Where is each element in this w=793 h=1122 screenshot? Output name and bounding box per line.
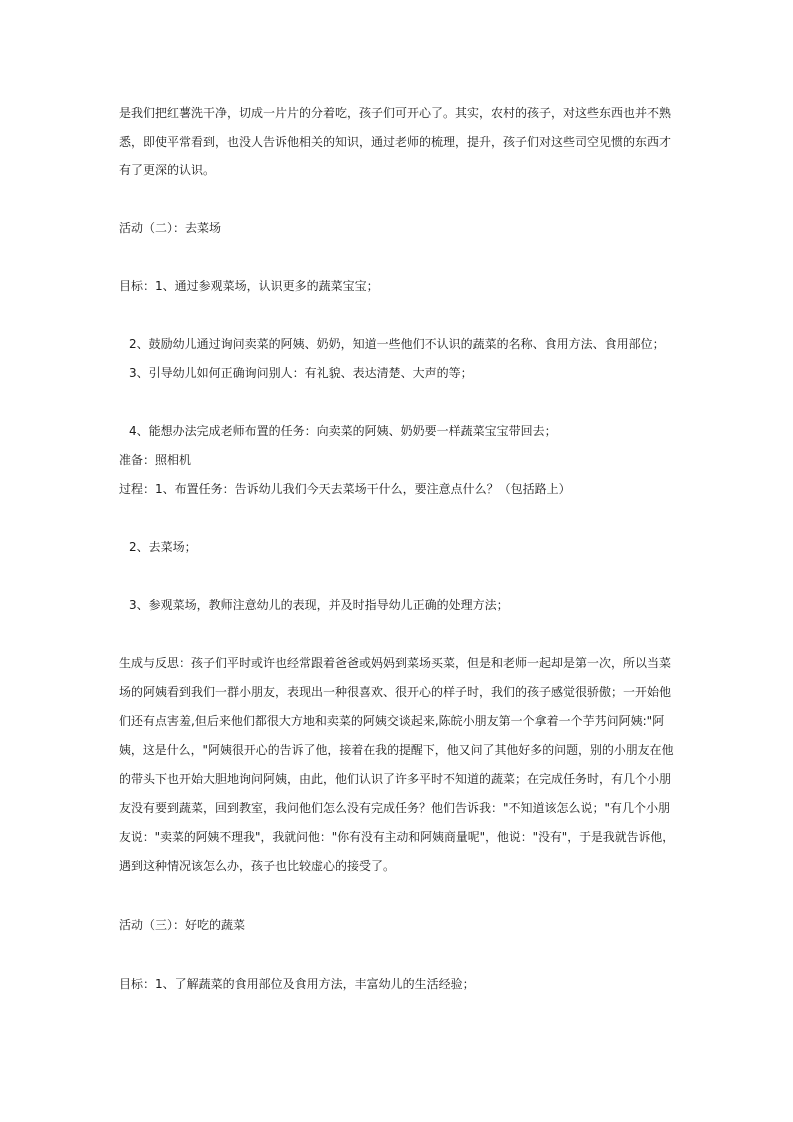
activity-3-goal-1: 目标：1、了解蔬菜的食用部位及食用方法，丰富幼儿的生活经验； [119,977,475,991]
reflection-line: 的带头下也开始大胆地询问阿姨，由此，他们认识了许多平时不知道的蔬菜；在完成任务时，有几个小朋 [119,772,672,786]
paragraph-line: 有了更深的认识。 [119,163,216,177]
reflection-line: 友说："卖菜的阿姨不理我"，我就问他："你有没有主动和阿姨商量呢"，他说："没有"，于是我就告诉他， [119,830,675,844]
process-1: 过程：1、布置任务：告诉幼儿我们今天去菜场干什么，要注意点什么？（包括路上） [119,482,571,496]
reflection-line: 们还有点害羞,但后来他们都很大方地和卖菜的阿姨交谈起来,陈皖小朋友第一个拿着一个芋艿问阿姨:"阿 [119,714,665,728]
reflection-line: 姨，这是什么，"阿姨很开心的告诉了他，接着在我的提醒下，他又问了其他好多的问题，别的小朋友在他 [119,743,674,757]
reflection-line: 遇到这种情况该怎么办，孩子也比较虚心的接受了。 [119,859,396,873]
activity-3-title: 活动（三）：好吃的蔬菜 [119,918,246,932]
process-2: 2、去菜场； [129,540,197,554]
reflection-line: 友没有要到蔬菜，回到教室，我问他们怎么没有完成任务？他们告诉我："不知道该怎么说；"有几个小朋 [119,801,671,815]
process-3: 3、参观菜场，教师注意幼儿的表现，并及时指导幼儿正确的处理方法； [129,598,509,612]
paragraph-line: 是我们把红薯洗干净，切成一片片的分着吃，孩子们可开心了。其实，农村的孩子，对这些东西也并不熟 [119,106,672,120]
goal-2: 2、鼓励幼儿通过询问卖菜的阿姨、奶奶，知道一些他们不认识的蔬菜的名称、食用方法、食用部位； [129,337,665,351]
paragraph-line: 悉，即使平常看到，也没人告诉他相关的知识，通过老师的梳理，提升，孩子们对这些司空见惯的东西才 [119,135,672,149]
activity-2-title: 活动（二）：去菜场 [119,221,222,235]
preparation: 准备：照相机 [119,453,192,467]
goal-3: 3、引导幼儿如何正确询问别人：有礼貌、表达清楚、大声的等； [129,366,473,380]
reflection-line: 场的阿姨看到我们一群小朋友，表现出一种很喜欢、很开心的样子时，我们的孩子感觉很骄傲；一开始他 [119,685,672,699]
goal-1: 目标：1、通过参观菜场，认识更多的蔬菜宝宝； [119,279,379,293]
goal-4: 4、能想办法完成老师布置的任务：向卖菜的阿姨、奶奶要一样蔬菜宝宝带回去； [129,424,557,438]
reflection-line: 生成与反思：孩子们平时或许也经常跟着爸爸或妈妈到菜场买菜，但是和老师一起却是第一次，所以当菜 [119,656,672,670]
